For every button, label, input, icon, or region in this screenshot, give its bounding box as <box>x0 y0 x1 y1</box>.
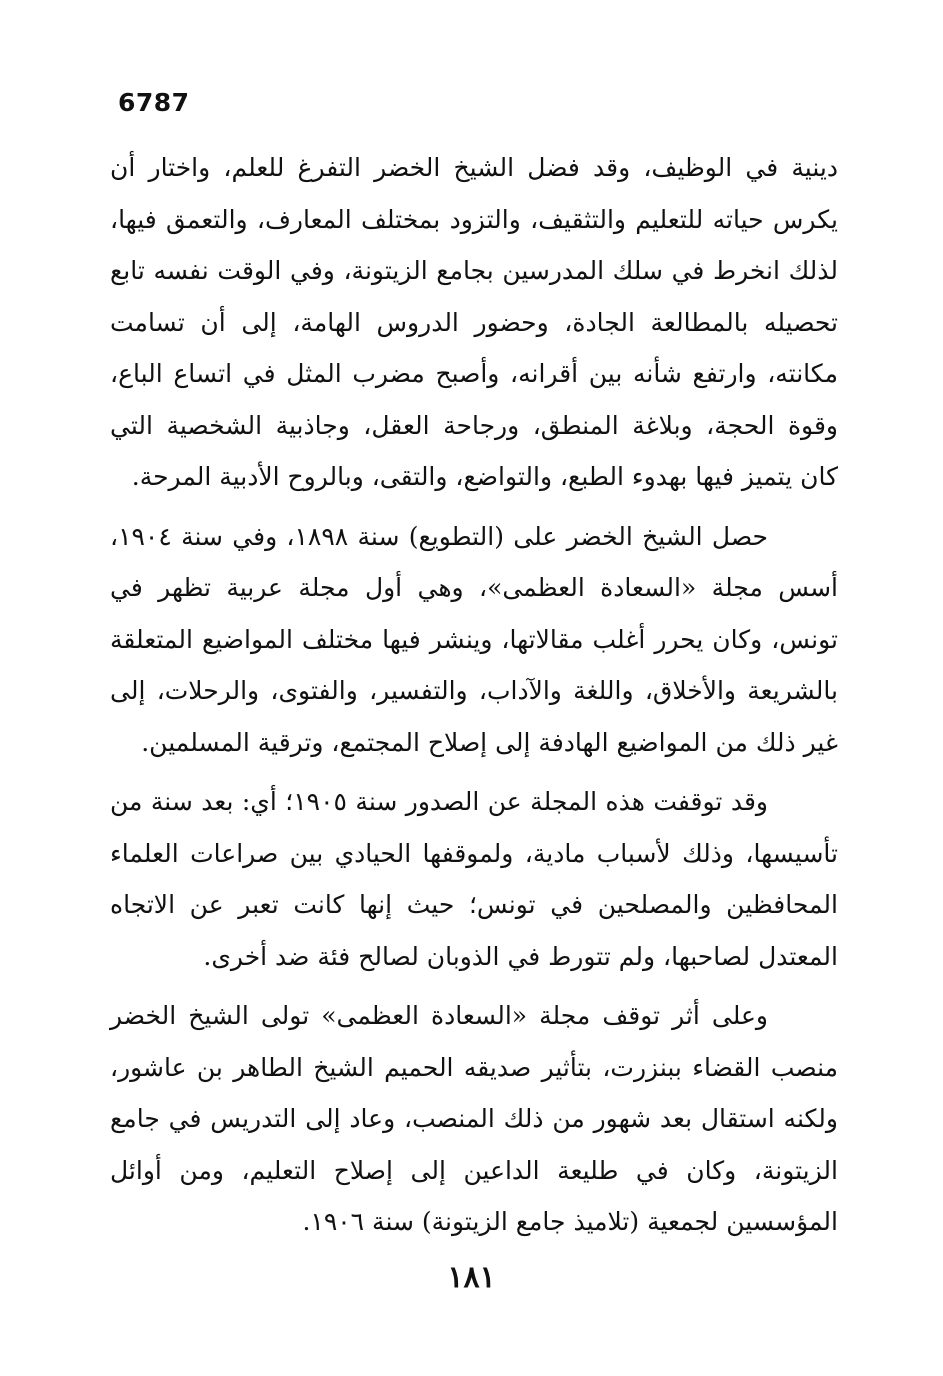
page-number: ١٨١ <box>447 1260 496 1295</box>
paragraph-4: وعلى أثر توقف مجلة «السعادة العظمى» تولى الشيخ الخضر منصب القضاء ببنزرت، بتأثير صديقه الحميم الشيخ الطاهر بن عاشور، ولكنه استقال بعد شهور من ذلك المنصب، وعاد إلى التدريس في جامع الزيتونة، وكان في طليعة الداعين إلى إصلاح التعليم، ومن أوائل المؤسسين لجمعية (تلاميذ جامع الزيتونة) سنة ١٩٠٦. <box>110 1001 838 1236</box>
paragraph-3: وقد توقفت هذه المجلة عن الصدور سنة ١٩٠٥؛ أي: بعد سنة من تأسيسها، وذلك لأسباب مادية، ولموقفها الحيادي بين صراعات العلماء المحافظين والمصلحين في تونس؛ حيث إنها كانت تعبر عن الاتجاه المعتدل لصاحبها، ولم تتورط في الذوبان لصالح فئة ضد أخرى. <box>110 787 838 971</box>
paragraph-2: حصل الشيخ الخضر على (التطويع) سنة ١٨٩٨، وفي سنة ١٩٠٤، أسس مجلة «السعادة العظمى»، وهي أول مجلة عربية تظهر في تونس، وكان يحرر أغلب مقالاتها، وينشر فيها مختلف المواضيع المتعلقة بالشريعة والأخلاق، واللغة والآداب، والتفسير، والفتوى، والرحلات، إلى غير ذلك من المواضيع الهادفة إلى إصلاح المجتمع، وترقية المسلمين. <box>110 521 838 757</box>
body-text <box>110 142 838 1256</box>
page-id-label: 6787 <box>118 88 190 117</box>
paragraph-1: دينية في الوظيف، وقد فضل الشيخ الخضر التفرغ للعلم، واختار أن يكرس حياته للتعليم والتثقيف، والتزود بمختلف المعارف، والتعمق فيها، لذلك انخرط في سلك المدرسين بجامع الزيتونة، وفي الوقت نفسه تابع تحصيله بالمطالعة الجادة، وحضور الدروس الهامة، إلى أن تسامت مكانته، وارتفع شأنه بين أقرانه، وأصبح مضرب المثل في اتساع الباع، وقوة الحجة، وبلاغة المنطق، ورجاحة العقل، وجاذبية الشخصية التي كان يتميز فيها بهدوء الطبع، والتواضع، والتقى، وبالروح الأدبية المرحة. <box>110 153 838 491</box>
